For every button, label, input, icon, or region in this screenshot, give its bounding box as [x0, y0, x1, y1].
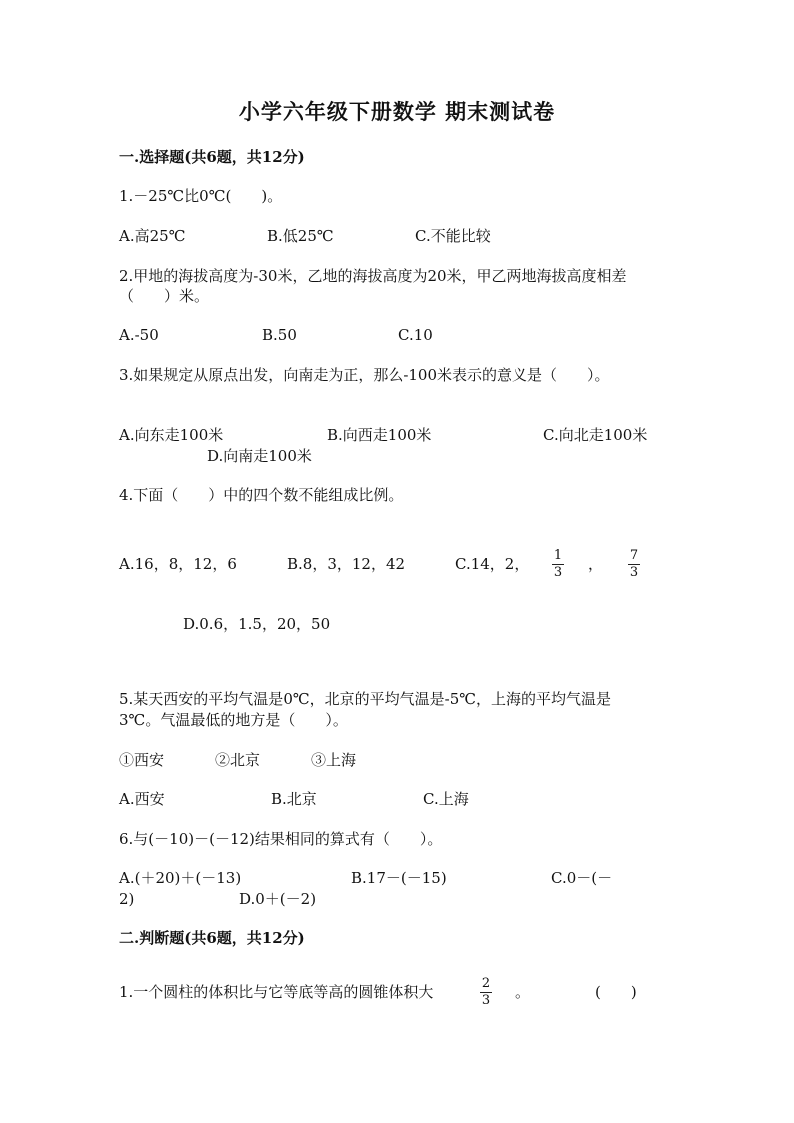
- q4-option-d[interactable]: D.0.6，1.5，20，50: [183, 615, 331, 633]
- question-5-stem-line2: 3℃。气温最低的地方是（ ）。: [119, 711, 348, 729]
- q4-option-c-separator: ，: [588, 555, 604, 573]
- question-3-stem: 3.如果规定从原点出发，向南走为正，那么-100米表示的意义是（ ）。: [119, 366, 610, 384]
- q3-option-a[interactable]: A.向东走100米: [119, 426, 224, 444]
- q4-option-a[interactable]: A.16，8，12，6: [119, 555, 237, 573]
- fraction-numerator: 7: [629, 548, 639, 563]
- fraction-denominator: 3: [481, 993, 491, 1008]
- question-2-stem-line1: 2.甲地的海拔高度为-30米，乙地的海拔高度为20米，甲乙两地海拔高度相差: [119, 267, 627, 285]
- q2-option-a[interactable]: A.-50: [119, 326, 159, 344]
- q4-fraction-one-third: [550, 549, 566, 580]
- fraction-numerator: 2: [481, 976, 491, 991]
- q6-option-c-line1[interactable]: C.0－(－: [551, 869, 613, 887]
- q6-option-d[interactable]: D.0＋(－2): [239, 890, 317, 908]
- question-5-stem-line1: 5.某天西安的平均气温是0℃，北京的平均气温是-5℃，上海的平均气温是: [119, 690, 612, 708]
- q5-choice-3: ③上海: [311, 751, 357, 769]
- q3-option-c[interactable]: C.向北走100米: [543, 426, 648, 444]
- section-heading-judgment: 二.判断题(共6题，共12分): [119, 929, 305, 947]
- q2-option-c[interactable]: C.10: [398, 326, 433, 344]
- j1-fraction-two-thirds: [478, 977, 494, 1008]
- question-6-stem: 6.与(－10)－(－12)结果相同的算式有（ ）。: [119, 830, 443, 848]
- q5-option-b[interactable]: B.北京: [271, 790, 317, 808]
- q5-option-c[interactable]: C.上海: [423, 790, 469, 808]
- q1-option-b[interactable]: B.低25℃: [267, 227, 334, 245]
- q6-option-b[interactable]: B.17－(－15): [351, 869, 447, 887]
- q3-option-d[interactable]: D.向南走100米: [207, 447, 312, 465]
- judgment-1-tail: 。: [515, 983, 531, 1001]
- fraction-denominator: 3: [553, 565, 563, 580]
- q6-option-a[interactable]: A.(＋20)＋(－13): [119, 869, 242, 887]
- q5-choice-2: ②北京: [215, 751, 261, 769]
- page-title: 小学六年级下册数学 期末测试卷: [238, 99, 556, 124]
- fraction-denominator: 3: [629, 565, 639, 580]
- question-2-stem-line2: （ ）米。: [119, 287, 210, 305]
- question-4-stem: 4.下面（ ）中的四个数不能组成比例。: [119, 486, 404, 504]
- q4-option-b[interactable]: B.8，3，12，42: [287, 555, 406, 573]
- q4-fraction-seven-thirds: [626, 549, 642, 580]
- q5-option-a[interactable]: A.西安: [119, 790, 165, 808]
- q5-choice-1: ①西安: [119, 751, 165, 769]
- q1-option-a[interactable]: A.高25℃: [119, 227, 186, 245]
- section-heading-choice: 一.选择题(共6题，共12分): [119, 148, 305, 166]
- judgment-1-answer-paren[interactable]: ( ): [595, 983, 637, 1001]
- judgment-1-stem: 1.一个圆柱的体积比与它等底等高的圆锥体积大: [119, 983, 434, 1001]
- q4-option-c[interactable]: C.14，2，: [455, 555, 530, 573]
- q6-option-c-line2[interactable]: 2): [119, 890, 135, 908]
- question-1-stem: 1.－25℃比0℃( )。: [119, 187, 283, 205]
- fraction-numerator: 1: [553, 548, 563, 563]
- q2-option-b[interactable]: B.50: [262, 326, 297, 344]
- q3-option-b[interactable]: B.向西走100米: [327, 426, 432, 444]
- q1-option-c[interactable]: C.不能比较: [415, 227, 491, 245]
